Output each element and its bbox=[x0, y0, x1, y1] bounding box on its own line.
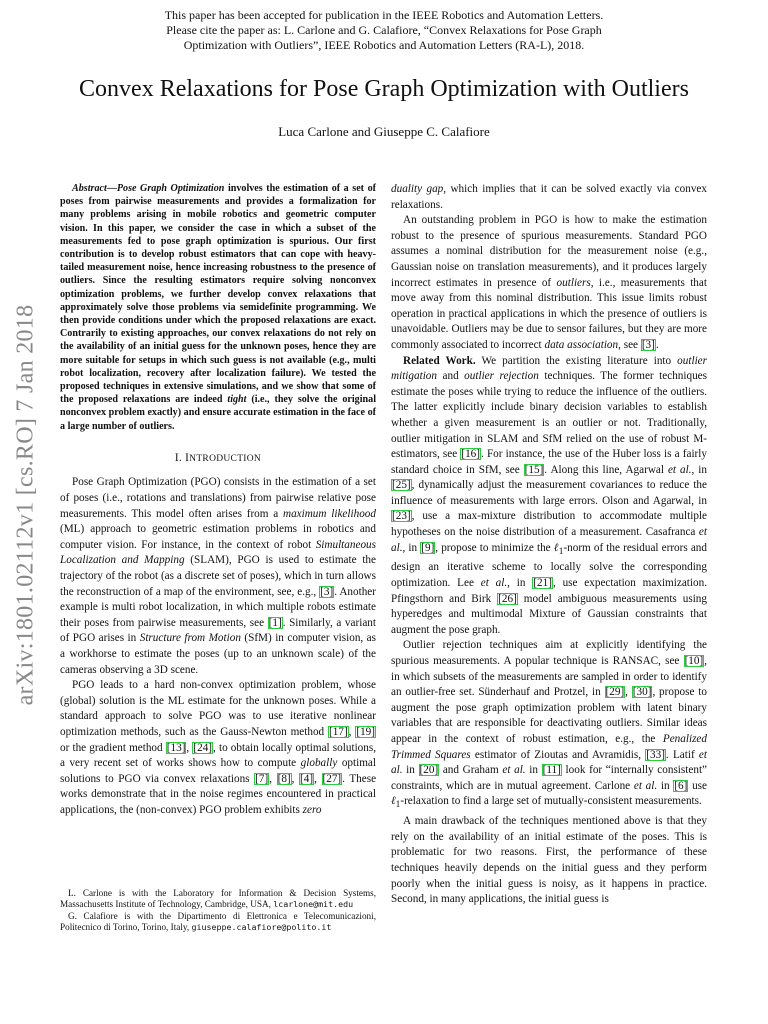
footnote-carlone: L. Carlone is with the Laboratory for Information & Decision Systems, Massachusetts Institute of Technology, Cambridge, USA, lcarlone@mit.edu bbox=[60, 888, 376, 910]
paragraph-outlier-rejection: Outlier rejection techniques aim at explicitly identifying the spurious measurements. A popular technique is RANSAC, see [10], in which subsets of the measurements are sampled in order to identify an outlier-free set. Sünderhauf and Protzel, in [29], [30], propose to augment the pose graph optimization problem with latent binary variables that are responsible for deactivating outliers. Similar ideas appear in the context of robust estimation, e.g., the Penalized Trimmed Squares estimator of Zioutas and Avramidis, [33]. Latif et al. in [20] and Graham et al. in [11] look for “internally consistent” constraints, which are in mutual agreement. Carlone et al. in [6] use ℓ$_1$-relaxation to find a large set of mutually-consistent measurements. bbox=[391, 639, 708, 811]
citation-link[interactable]: [8] bbox=[277, 772, 291, 785]
paper-authors: Luca Carlone and Giuseppe C. Calafiore bbox=[278, 124, 490, 139]
publication-notice bbox=[0, 8, 768, 53]
right-column bbox=[391, 182, 707, 908]
footnotes bbox=[60, 888, 376, 934]
paragraph-related-work: Related Work. We partition the existing literature into outlier mitigation and outlier rejection techniques. The former techniques estimate the poses while trying to reduce the influence of the outliers. The latter explicitly include binary decision variables to establish whether a given measurement is an outlier or not. Traditionally, outlier mitigation in SLAM and SfM relied on the use of robust M-estimators, see [16]. For instance, the use of the Huber loss is a fairly standard choice in SfM, see [15]. Along this line, Agarwal et al., in [25], dynamically adjust the measurement covariances to reduce the influence of measurements with large errors. Olson and Agarwal, in [23], use a max-mixture distribution to accommodate multiple hypotheses on the noise distribution of a measurement. Casafranca et al., in [9], propose to minimize the ℓ$_1$-norm of the residual errors and design an iterative scheme to locally solve the corresponding optimization. Lee et al., in [21], use expectation maximization. Pfingsthorn and Birk [26] model ambiguous measurements using hyperedges and multimodal Mixture of Gaussian constraints that augment the pose graph. bbox=[391, 354, 708, 636]
citation-link[interactable]: [10] bbox=[684, 655, 704, 668]
email-calafiore: giuseppe.calafiore@polito.it bbox=[191, 922, 332, 933]
citation-link[interactable]: [11] bbox=[542, 764, 561, 777]
arxiv-stamp-text: arXiv:1801.02112v1 [cs.RO] 7 Jan 2018 bbox=[12, 304, 39, 706]
citation-link[interactable]: [27] bbox=[322, 772, 342, 785]
footnote-calafiore: G. Calafiore is with the Dipartimento di Elettronica e Telecomunicazioni, Politecnico di Torino, Torino, Italy, giuseppe.calafiore@polito.it bbox=[60, 910, 376, 933]
citation-link[interactable]: [3] bbox=[641, 338, 655, 351]
related-work-heading: Related Work. bbox=[403, 354, 476, 367]
arxiv-stamp bbox=[6, 290, 46, 720]
notice-line-1: This paper has been accepted for publication in the IEEE Robotics and Automation Letters. bbox=[164, 8, 604, 22]
citation-link[interactable]: [33] bbox=[646, 748, 665, 761]
citation-link[interactable]: [21] bbox=[533, 577, 552, 590]
abstract-topic: Pose Graph Optimization bbox=[116, 183, 225, 194]
citation-link[interactable]: [4] bbox=[300, 772, 314, 785]
citation-link[interactable]: [6] bbox=[674, 779, 688, 792]
citation-link[interactable]: [20] bbox=[419, 764, 439, 777]
citation-link[interactable]: [23] bbox=[392, 510, 411, 523]
paragraph-outliers-problem: An outstanding problem in PGO is how to make the estimation robust to the presence of spurious measurements. Standard PGO assumes a nominal distribution for the measurement noise (e.g., Gaussian noise on translation measurements), and it produces largely incorrect estimates in presence of outliers, i.e., measurements that move away from this nominal distribution. This issue limits robust operation in practical applications in which the presence of outliers is unavoidable. Outliers may be due to sensor failures, but they are more commonly associated to incorrect data association, see [3]. bbox=[391, 214, 707, 351]
abstract-tight: tight bbox=[227, 394, 247, 406]
citation-link[interactable]: [19] bbox=[356, 725, 375, 738]
email-carlone: lcarlone@mit.edu bbox=[273, 899, 354, 910]
notice-line-2: Please cite the paper as: L. Carlone and G. Calafiore, “Convex Relaxations for Pose Graph bbox=[166, 23, 602, 37]
paper-title: Convex Relaxations for Pose Graph Optimization with Outliers bbox=[79, 76, 689, 102]
citation-link[interactable]: [9] bbox=[421, 541, 435, 554]
citation-link[interactable]: [13] bbox=[166, 741, 186, 754]
citation-link[interactable]: [7] bbox=[255, 772, 269, 785]
citation-link[interactable]: [30] bbox=[632, 686, 652, 699]
intro-paragraph-2: PGO leads to a hard non-convex optimization problem, whose (global) solution is the ML estimate for the unknown poses. While a standard approach to solve PGO was to use iterative nonlinear optimization methods, such as the Gauss-Newton method [17], [19] or the gradient method [13], [24], to obtain locally optimal solutions, a very recent set of works shows how to compute globally optimal solutions to PGO via convex relaxations [7], [8], [4], [27]. These works demonstrate that in the noise regimes encountered in practical applications, the (non-convex) PGO problem exhibits zero bbox=[60, 679, 377, 816]
citation-link[interactable]: [29] bbox=[605, 686, 625, 699]
left-column bbox=[60, 182, 376, 819]
abstract-label: Abstract bbox=[72, 183, 107, 194]
section-heading-introduction: I. INTRODUCTION bbox=[174, 451, 262, 464]
citation-link[interactable]: [16] bbox=[461, 448, 480, 461]
intro-paragraph-1: Pose Graph Optimization (PGO) consists in the estimation of a set of poses (i.e., rotations and translations) from pairwise relative pose measurements. This model often arises from a maximum likelihood (ML) approach to geometric estimation problems in robotics and computer vision. For instance, in the context of robot Simultaneous Localization and Mapping (SLAM), PGO is used to estimate the trajectory of the robot (as a discrete set of poses), which in turn allows the reconstruction of a map of the environment, see, e.g., [3]. Another example is multi robot localization, in which multiple robots estimate their poses from pairwise measurements, see [1]. Similarly, a variant of PGO arises in Structure from Motion (SfM) in computer vision, as a workhorse to estimate the poses (up to an unknown scale) of the cameras observing a 3D scene. bbox=[60, 476, 377, 676]
citation-link[interactable]: [25] bbox=[392, 479, 411, 492]
notice-line-3: Optimization with Outliers”, IEEE Robotics and Automation Letters (RA-L), 2018. bbox=[183, 38, 585, 52]
citation-link[interactable]: [26] bbox=[498, 592, 517, 605]
citation-link[interactable]: [24] bbox=[193, 741, 213, 754]
citation-link[interactable]: [17] bbox=[329, 725, 348, 738]
paragraph-drawback: A main drawback of the techniques mentioned above is that they rely on the availability of an initial estimate of the poses. This is problematic for two reasons. First, the performance of these techniques heavily depends on the initial guess and they perform poorly when the initial guess is noisy, as it happens in practice. Second, in many applications, the initial guess is bbox=[391, 815, 707, 906]
abstract: Abstract—Pose Graph Optimization involves the estimation of a set of poses from pairwise measurements and provides a formalization for many problems arising in mobile robotics and geometric computer vision. In this paper, we consider the case in which a subset of the measurements fed to pose graph optimization is spurious. Our first contribution is to develop robust estimators that can cope with heavy-tailed measurement noise, hence increasing robustness to the presence of outliers. Since the resulting estimators require solving nonconvex optimization problems, we further develop convex relaxations that approximately solve those problems via semidefinite programming. We then provide conditions under which the proposed relaxations are exact. Contrarily to existing approaches, our convex relaxations do not rely on the availability of an initial guess for the unknown poses, hence they are more suitable for setups in which such guess is not available (e.g., multi robot localization, recovery after localization failure). We tested the proposed techniques in extensive simulations, and we show that some of the proposed relaxations are indeed tight (i.e., they solve the original nonconvex problem exactly) and ensure accurate estimation in the face of a large number of outliers. bbox=[60, 183, 377, 432]
citation-link[interactable]: [15] bbox=[524, 463, 544, 476]
citation-link[interactable]: [1] bbox=[268, 616, 282, 629]
paragraph-continued: duality gap, which implies that it can be solved exactly via convex relaxations. bbox=[391, 183, 707, 211]
citation-link[interactable]: [3] bbox=[320, 585, 334, 598]
